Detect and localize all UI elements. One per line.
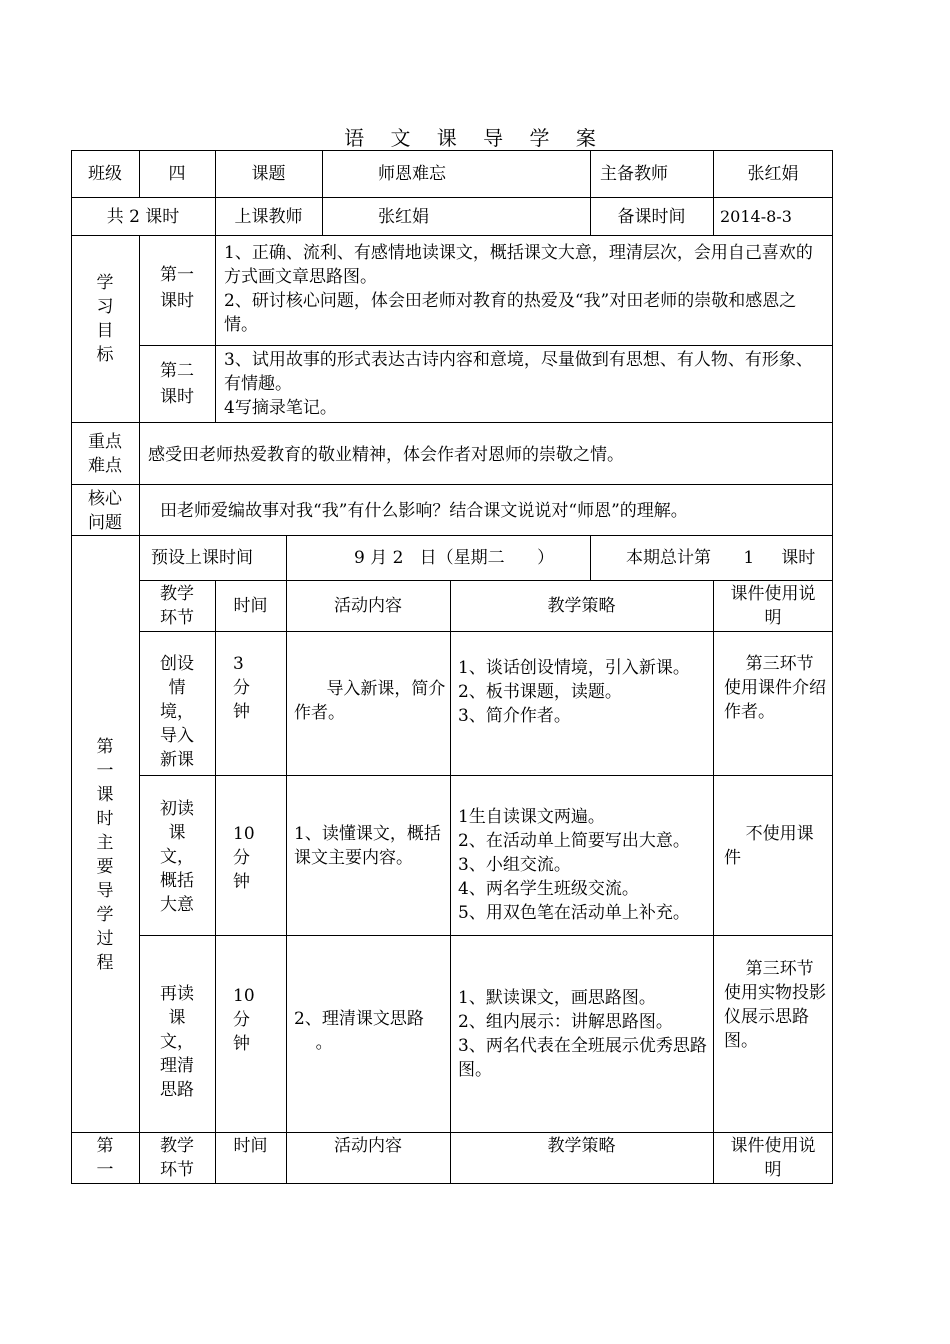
header-courseware: 课件使用说 明: [730, 584, 816, 628]
row3-stage: 再读 课 文， 理清 思路: [160, 984, 194, 1100]
row2-courseware: 不使用课件: [724, 824, 814, 868]
row2-activity: 1、读懂课文，概括课文主要内容。: [294, 824, 441, 868]
row2-stage: 初读 课 文， 概括 大意: [160, 799, 194, 915]
schedule-label: 预设上课时间: [151, 548, 253, 568]
lecturer-value: 张红娟: [378, 207, 429, 227]
row1-stage: 创设 情 境， 导入 新课: [160, 654, 194, 770]
prep-label: 备课时间: [617, 207, 686, 227]
core-text: 田老师爱编故事对我“我”有什么影响？结合课文说说对“师恩”的理解。: [160, 501, 688, 521]
row1-activity: 导入新课，简介作者。: [294, 679, 446, 723]
lecturer-label: 上课教师: [234, 207, 303, 227]
prep-value: 2014-8-3: [720, 207, 792, 226]
header-strategy: 教学策略: [547, 596, 616, 616]
class-value: 四: [168, 164, 186, 184]
next-header-stage: 教学 环节: [160, 1136, 194, 1180]
next-header-strategy: 教学策略: [547, 1136, 616, 1156]
row1-time: 3 分 钟: [233, 654, 250, 722]
topic-value: 师恩难忘: [378, 164, 446, 184]
goals-first-label: 第一 课时: [160, 265, 194, 311]
teacher-label: 主备教师: [600, 164, 668, 184]
schedule-date: 9 月 2 日（星期二 ）: [354, 548, 555, 568]
row2-strategy: 1生自读课文两遍。 2、在活动单上简要写出大意。 3、小组交流。 4、两名学生班级交流。 5、用双色笔在活动单上补充。: [458, 807, 690, 923]
keypoints-text: 感受田老师热爱教育的敬业精神，体会作者对恩师的崇敬之情。: [148, 445, 624, 465]
goals-second-label: 第二 课时: [160, 361, 194, 407]
header-stage: 教学 环节: [160, 584, 194, 628]
goals-first-text: 1、正确、流利、有感情地读课文，概括课文大意，理清层次，会用自己喜欢的方式画文章思路图。 2、研讨核心问题，体会田老师对教育的热爱及“我”对田老师的崇敬和感恩之情。: [224, 243, 813, 335]
keypoints-label: 重点 难点: [88, 432, 122, 476]
row1-strategy: 1、谈话创设情境，引入新课。 2、板书课题，读题。 3、简介作者。: [458, 658, 690, 726]
header-activity: 活动内容: [334, 596, 402, 616]
row3-activity: 2、理清课文思路 。: [294, 1009, 424, 1053]
next-header-courseware: 课件使用说 明: [730, 1136, 816, 1180]
class-label: 班级: [88, 164, 122, 184]
next-header-activity: 活动内容: [334, 1136, 402, 1156]
row2-time: 10 分 钟: [233, 824, 255, 892]
process-label: 第 一 课 时 主 要 导 学 过 程: [96, 737, 114, 973]
header-time: 时间: [233, 596, 268, 616]
core-label: 核心 问题: [88, 489, 122, 533]
row1-courseware: 第三环节使用课件介绍作者。: [724, 654, 826, 722]
goals-second-text: 3、试用故事的形式表达古诗内容和意境，尽量做到有思想、有人物、有形象、有情趣。 4写摘录笔记。: [224, 350, 813, 418]
row3-courseware: 第三环节使用实物投影仪展示思路图。: [724, 959, 826, 1051]
total-label: 本期总计第 1 课时: [626, 548, 816, 568]
goals-label: 学 习 目 标: [96, 273, 114, 365]
page-title: 语 文 课 导 学 案: [344, 126, 606, 150]
topic-label: 课题: [251, 164, 286, 184]
row3-strategy: 1、默读课文，画思路图。 2、组内展示：讲解思路图。 3、两名代表在全班展示优秀思路图。: [458, 988, 707, 1080]
next-label: 第 一: [96, 1136, 114, 1180]
teacher-value: 张红娟: [747, 164, 799, 184]
row3-time: 10 分 钟: [233, 986, 255, 1054]
next-header-time: 时间: [233, 1136, 268, 1156]
hours-label: 共 2 课时: [106, 207, 180, 227]
